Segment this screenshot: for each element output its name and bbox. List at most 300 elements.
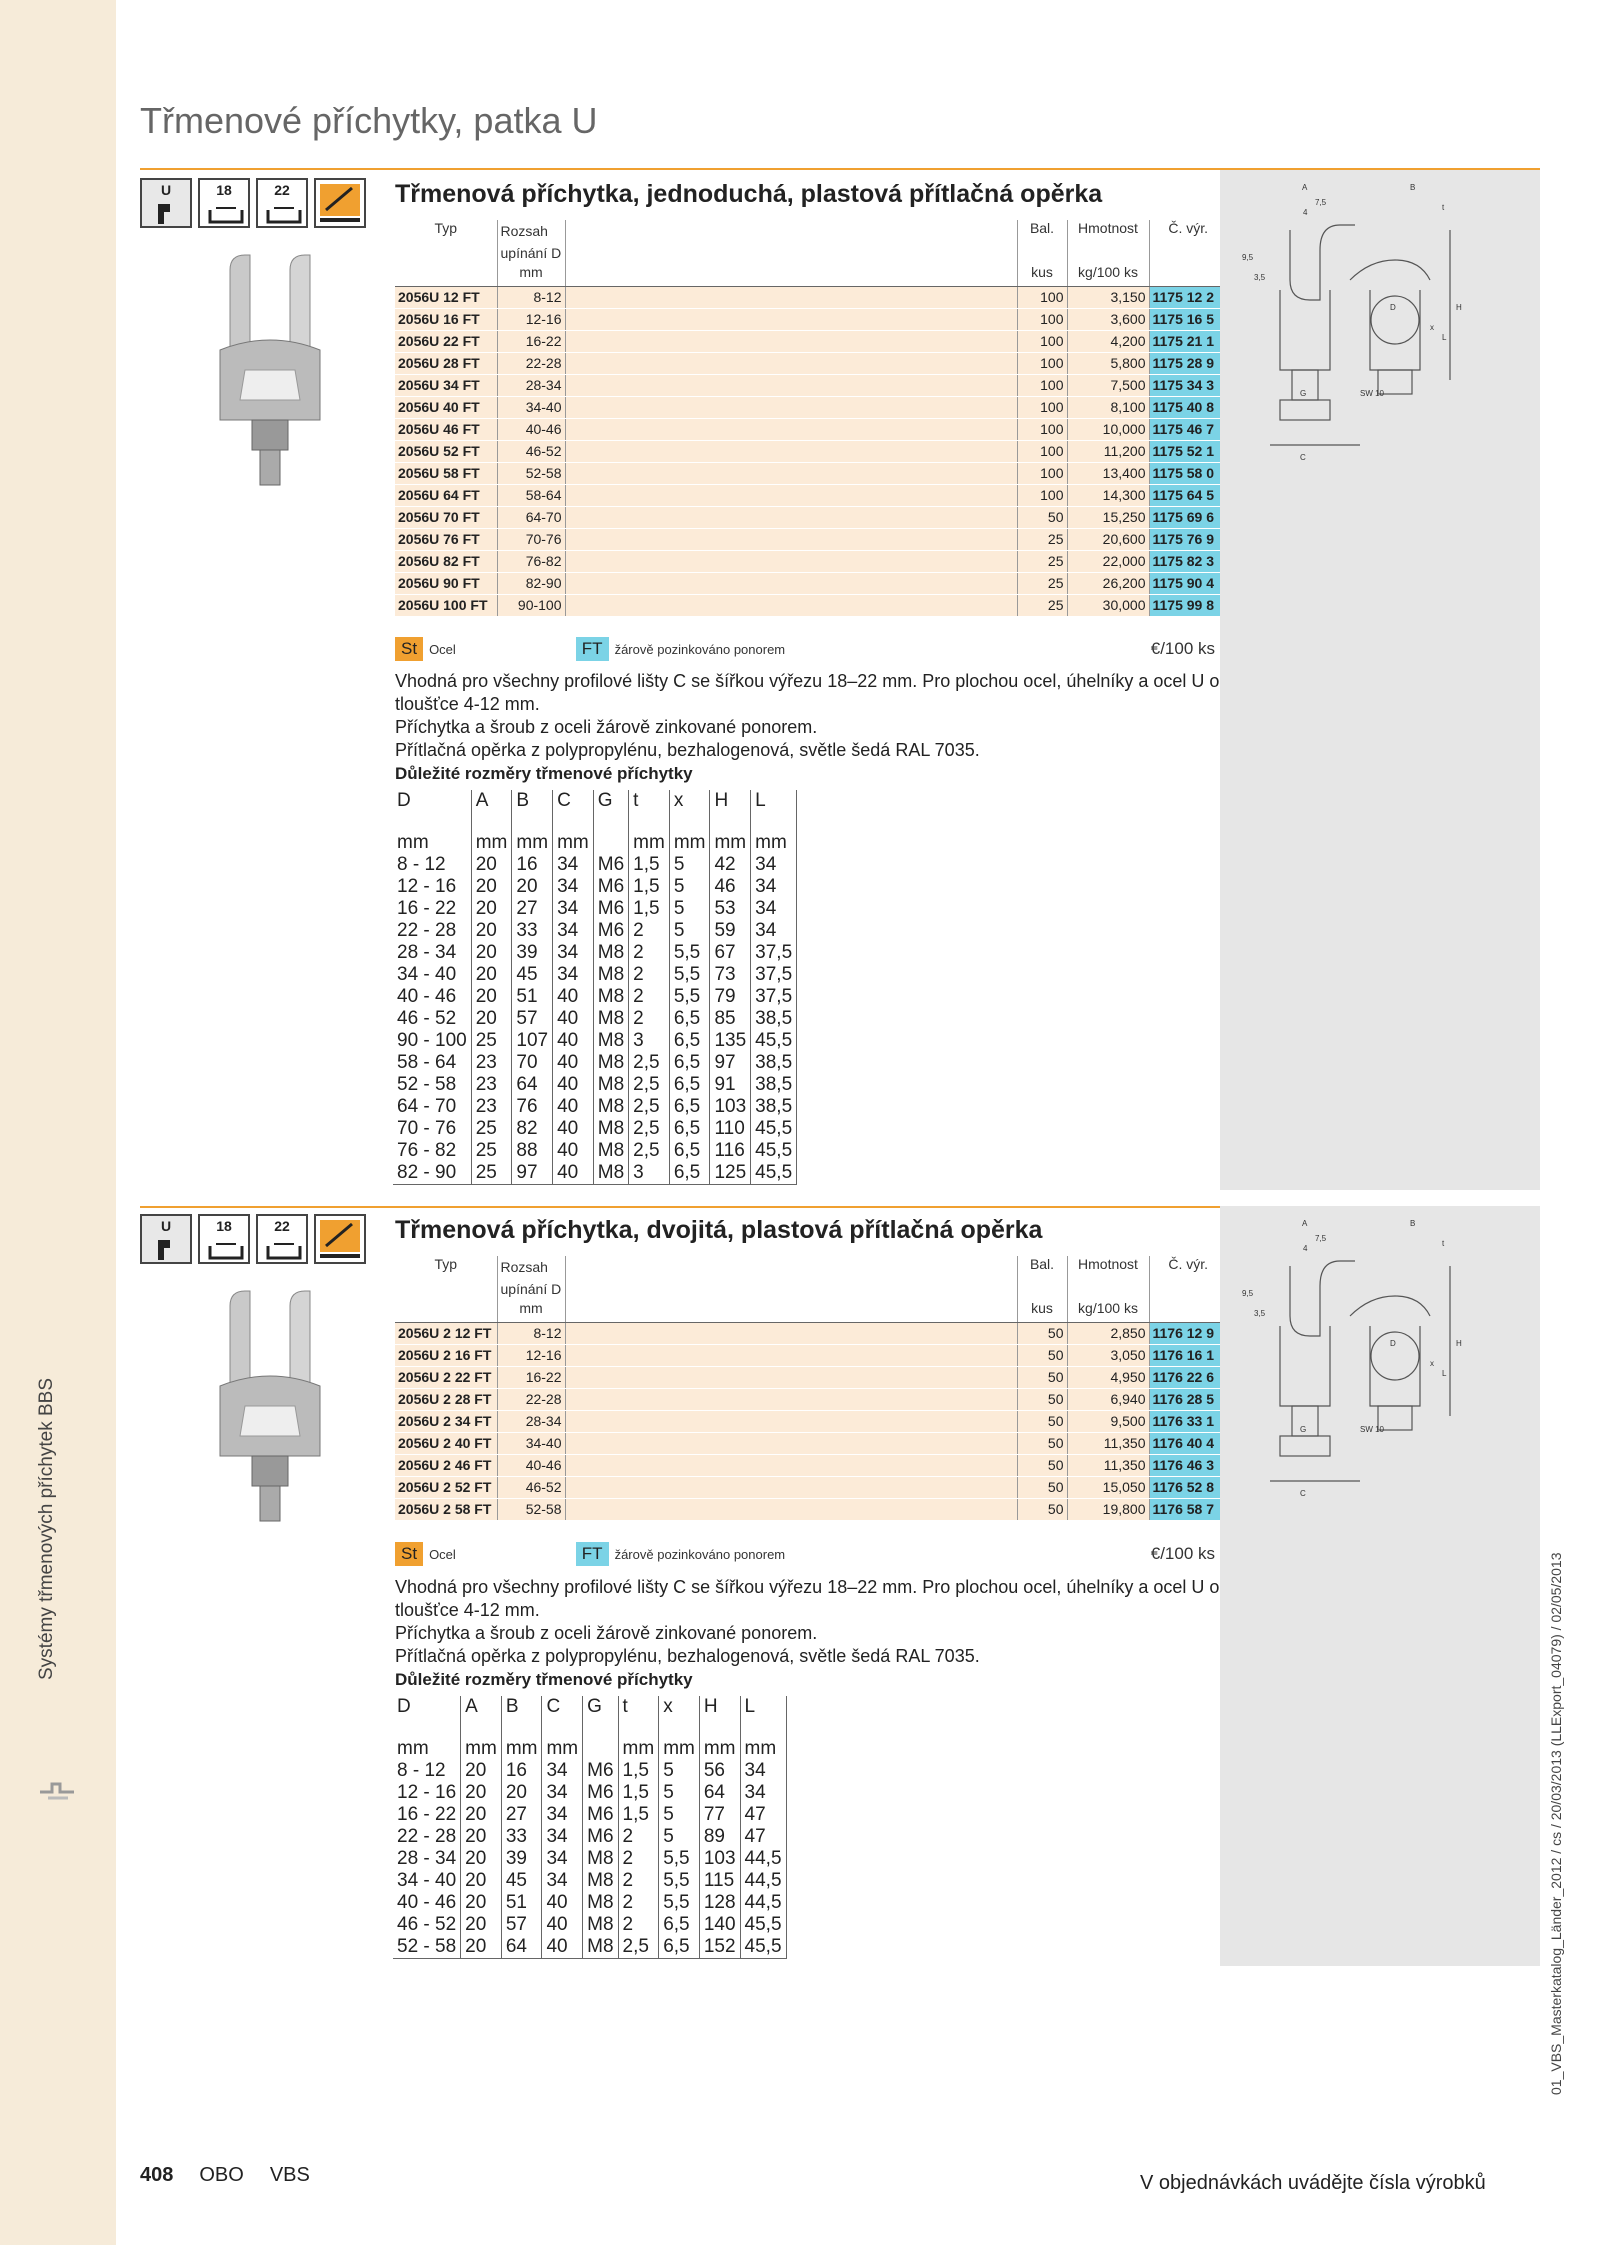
description bbox=[395, 670, 1235, 762]
dim-cell: 6,5 bbox=[669, 1074, 710, 1096]
dim-label-g: G bbox=[1300, 389, 1307, 398]
spacer-cell bbox=[565, 550, 1017, 572]
weight: 11,200 bbox=[1067, 440, 1149, 462]
clamp-range: 40-46 bbox=[497, 418, 565, 440]
dim-cell: M6 bbox=[593, 854, 628, 876]
product-row bbox=[395, 1498, 1227, 1520]
dim-cell: 47 bbox=[740, 1826, 786, 1848]
weight: 3,600 bbox=[1067, 308, 1149, 330]
dim-cell: 5 bbox=[659, 1782, 700, 1804]
product-row bbox=[395, 1476, 1227, 1498]
dim-label-d: D bbox=[1390, 303, 1396, 312]
dim-cell: 97 bbox=[512, 1162, 553, 1185]
dim-cell: 40 - 46 bbox=[393, 1892, 461, 1914]
spacer-cell bbox=[565, 1410, 1017, 1432]
spacer-cell bbox=[565, 440, 1017, 462]
dim-cell: 59 bbox=[710, 920, 751, 942]
description-line: Vhodná pro všechny profilové lišty C se šířkou výřezu 18–22 mm. Pro plochou ocel, úhelníky a ocel U o tloušťce 4-12 mm. bbox=[395, 671, 1220, 714]
article-number: 1175 21 1 bbox=[1149, 330, 1227, 352]
dim-cell: 34 bbox=[553, 942, 594, 964]
dim-cell: 25 bbox=[471, 1030, 512, 1052]
dim-unit: mm bbox=[751, 832, 797, 854]
dim-cell: 5,5 bbox=[659, 1870, 700, 1892]
dim-cell: M8 bbox=[593, 1162, 628, 1185]
dim-cell: 91 bbox=[710, 1074, 751, 1096]
dim-cell: M6 bbox=[593, 920, 628, 942]
dim-cell: 25 bbox=[471, 1162, 512, 1185]
product-row bbox=[395, 1344, 1227, 1366]
article-number: 1175 64 5 bbox=[1149, 484, 1227, 506]
price-unit: €/100 ks bbox=[1150, 639, 1215, 658]
dim-cell: 16 - 22 bbox=[393, 898, 471, 920]
dim-cell: 76 bbox=[512, 1096, 553, 1118]
dim-cell: 3 bbox=[629, 1162, 670, 1185]
pack-qty: 25 bbox=[1017, 572, 1067, 594]
pack-qty: 100 bbox=[1017, 462, 1067, 484]
dim-cell: M6 bbox=[593, 898, 628, 920]
st-tag: St bbox=[395, 1542, 423, 1566]
dim-cell: 115 bbox=[699, 1870, 740, 1892]
dim-cell: 5 bbox=[659, 1760, 700, 1782]
clamp-range: 58-64 bbox=[497, 484, 565, 506]
footer-note: V objednávkách uvádějte čísla výrobků bbox=[1140, 2172, 1486, 2194]
dim-cell: 1,5 bbox=[629, 876, 670, 898]
dim-header: G bbox=[583, 1696, 618, 1738]
dim-label-75: 7,5 bbox=[1315, 198, 1327, 207]
dim-cell: 47 bbox=[740, 1804, 786, 1826]
dimension-table bbox=[393, 790, 797, 1185]
article-number: 1176 12 9 bbox=[1149, 1322, 1227, 1344]
u-base-icon: U bbox=[140, 178, 192, 228]
weight: 7,500 bbox=[1067, 374, 1149, 396]
product-row bbox=[395, 572, 1227, 594]
article-number: 1175 52 1 bbox=[1149, 440, 1227, 462]
article-number: 1176 58 7 bbox=[1149, 1498, 1227, 1520]
dim-label-t: t bbox=[1442, 1239, 1445, 1248]
dim-cell: 37,5 bbox=[751, 964, 797, 986]
dim-cell: M8 bbox=[583, 1848, 618, 1870]
dim-header: x bbox=[659, 1696, 700, 1738]
product-type: 2056U 40 FT bbox=[395, 396, 497, 418]
dim-header: L bbox=[740, 1696, 786, 1738]
col-rozsah: Rozsah upínání D bbox=[497, 220, 565, 264]
weight: 3,150 bbox=[1067, 286, 1149, 308]
pack-qty: 25 bbox=[1017, 594, 1067, 616]
weight: 13,400 bbox=[1067, 462, 1149, 484]
product-type: 2056U 2 46 FT bbox=[395, 1454, 497, 1476]
product-type: 2056U 2 22 FT bbox=[395, 1366, 497, 1388]
dim-cell: M6 bbox=[593, 876, 628, 898]
dim-cell: 34 bbox=[542, 1870, 583, 1892]
dim-cell: 52 - 58 bbox=[393, 1074, 471, 1096]
dim-cell: 45,5 bbox=[740, 1936, 786, 1959]
article-number: 1176 33 1 bbox=[1149, 1410, 1227, 1432]
dim-cell: 20 bbox=[471, 854, 512, 876]
clamp-range: 8-12 bbox=[497, 286, 565, 308]
dim-cell: 25 bbox=[471, 1118, 512, 1140]
dim-label-x: x bbox=[1430, 323, 1434, 332]
article-number: 1175 46 7 bbox=[1149, 418, 1227, 440]
dim-cell: 37,5 bbox=[751, 986, 797, 1008]
dim-cell: 38,5 bbox=[751, 1096, 797, 1118]
spacer-cell bbox=[565, 572, 1017, 594]
dim-unit: mm bbox=[501, 1738, 542, 1760]
dim-label-4: 4 bbox=[1303, 1244, 1308, 1253]
dim-cell: 5 bbox=[669, 898, 710, 920]
product-row bbox=[395, 330, 1227, 352]
dim-cell: 20 bbox=[471, 964, 512, 986]
dim-cell: 34 bbox=[542, 1848, 583, 1870]
dim-cell: 34 bbox=[553, 964, 594, 986]
dim-cell: 140 bbox=[699, 1914, 740, 1936]
dim-cell: 40 bbox=[553, 986, 594, 1008]
dim-cell: 70 - 76 bbox=[393, 1118, 471, 1140]
unit-rozsah: mm bbox=[497, 1300, 565, 1322]
clamp-range: 22-28 bbox=[497, 352, 565, 374]
dim-cell: 2,5 bbox=[618, 1936, 659, 1959]
dim-row bbox=[393, 1074, 797, 1096]
dim-cell: M8 bbox=[593, 1074, 628, 1096]
dim-row bbox=[393, 942, 797, 964]
dim-label-4: 4 bbox=[1303, 208, 1308, 217]
dim-cell: 40 - 46 bbox=[393, 986, 471, 1008]
dim-cell: 5 bbox=[659, 1804, 700, 1826]
dim-cell: 39 bbox=[512, 942, 553, 964]
dim-cell: 5,5 bbox=[669, 964, 710, 986]
dim-cell: 5,5 bbox=[659, 1892, 700, 1914]
dim-cell: 152 bbox=[699, 1936, 740, 1959]
dim-cell: 28 - 34 bbox=[393, 942, 471, 964]
dim-cell: 38,5 bbox=[751, 1052, 797, 1074]
dim-label-l: L bbox=[1442, 1369, 1447, 1378]
weight: 10,000 bbox=[1067, 418, 1149, 440]
dim-cell: 6,5 bbox=[669, 1096, 710, 1118]
dim-cell: 64 bbox=[699, 1782, 740, 1804]
dim-cell: 28 - 34 bbox=[393, 1848, 461, 1870]
dim-unit: mm bbox=[629, 832, 670, 854]
product-row bbox=[395, 1366, 1227, 1388]
dim-label-h: H bbox=[1456, 303, 1462, 312]
weight: 11,350 bbox=[1067, 1454, 1149, 1476]
footer-left bbox=[140, 2164, 336, 2187]
dim-row bbox=[393, 1140, 797, 1162]
dim-cell: 64 - 70 bbox=[393, 1096, 471, 1118]
dim-label-sw: SW 10 bbox=[1360, 1425, 1385, 1434]
dim-cell: 5 bbox=[659, 1826, 700, 1848]
spacer-cell bbox=[565, 396, 1017, 418]
dim-cell: 20 bbox=[471, 876, 512, 898]
dim-cell: 2 bbox=[618, 1848, 659, 1870]
spacer-cell bbox=[565, 1388, 1017, 1410]
dim-cell: 64 bbox=[501, 1936, 542, 1959]
dim-row bbox=[393, 1848, 786, 1870]
clamp-range: 34-40 bbox=[497, 1432, 565, 1454]
dim-label-75: 7,5 bbox=[1315, 1234, 1327, 1243]
section-title: Třmenová příchytka, jednoduchá, plastová přítlačná opěrka bbox=[395, 180, 1103, 208]
spacer-cell bbox=[565, 506, 1017, 528]
dim-cell: 23 bbox=[471, 1052, 512, 1074]
dim-cell: 82 bbox=[512, 1118, 553, 1140]
dim-cell: 6,5 bbox=[659, 1914, 700, 1936]
dim-cell: 2,5 bbox=[629, 1074, 670, 1096]
dim-cell: 2 bbox=[618, 1826, 659, 1848]
product-row bbox=[395, 352, 1227, 374]
ft-label: žárově pozinkováno ponorem bbox=[614, 641, 786, 657]
material-legend bbox=[395, 637, 1215, 661]
article-number: 1175 58 0 bbox=[1149, 462, 1227, 484]
dim-header: L bbox=[751, 790, 797, 832]
dim-cell: 6,5 bbox=[669, 1140, 710, 1162]
brand: OBO bbox=[199, 2164, 244, 2186]
dim-label-95: 9,5 bbox=[1242, 253, 1254, 262]
clamp-range: 46-52 bbox=[497, 440, 565, 462]
clamp-range: 40-46 bbox=[497, 1454, 565, 1476]
product-type: 2056U 2 58 FT bbox=[395, 1498, 497, 1520]
dim-cell: 6,5 bbox=[669, 1030, 710, 1052]
spacer-cell bbox=[565, 1476, 1017, 1498]
dim-cell: M8 bbox=[593, 1118, 628, 1140]
clamp-range: 90-100 bbox=[497, 594, 565, 616]
dim-cell: 20 bbox=[461, 1804, 502, 1826]
dim-cell: 1,5 bbox=[618, 1782, 659, 1804]
dim-cell: 57 bbox=[512, 1008, 553, 1030]
weight: 30,000 bbox=[1067, 594, 1149, 616]
pack-qty: 100 bbox=[1017, 440, 1067, 462]
right-meta: 01_VBS_Masterkatalog_Länder_2012 / cs / 20/03/2013 (LLExport_04079) / 02/05/2013 bbox=[1548, 1552, 1564, 2095]
article-number: 1175 40 8 bbox=[1149, 396, 1227, 418]
weight: 2,850 bbox=[1067, 1322, 1149, 1344]
product-type: 2056U 64 FT bbox=[395, 484, 497, 506]
dim-cell: 34 bbox=[542, 1826, 583, 1848]
product-type: 2056U 2 16 FT bbox=[395, 1344, 497, 1366]
dim-cell: 89 bbox=[699, 1826, 740, 1848]
dim-cell: 34 bbox=[542, 1782, 583, 1804]
product-row bbox=[395, 418, 1227, 440]
spacer-cell bbox=[565, 330, 1017, 352]
dim-unit: mm bbox=[710, 832, 751, 854]
dim-label-t: t bbox=[1442, 203, 1445, 212]
dim-cell: 2,5 bbox=[629, 1118, 670, 1140]
dim-cell: M8 bbox=[583, 1936, 618, 1959]
dim-label-c: C bbox=[1300, 453, 1306, 462]
dim-cell: 34 - 40 bbox=[393, 964, 471, 986]
dim-cell: 45 bbox=[512, 964, 553, 986]
dim-row bbox=[393, 986, 797, 1008]
dim-row bbox=[393, 1914, 786, 1936]
product-section-single bbox=[140, 170, 1540, 1200]
dim-unit: mm bbox=[669, 832, 710, 854]
dim-cell: 58 - 64 bbox=[393, 1052, 471, 1074]
dim-cell: 34 bbox=[553, 920, 594, 942]
dim-cell: 20 bbox=[461, 1848, 502, 1870]
dim-cell: 5,5 bbox=[669, 986, 710, 1008]
product-table bbox=[395, 1256, 1228, 1521]
halogen-free-icon bbox=[314, 178, 366, 228]
dim-cell: 2 bbox=[618, 1870, 659, 1892]
col-rozsah: Rozsah upínání D bbox=[497, 1256, 565, 1300]
dim-cell: 45,5 bbox=[751, 1140, 797, 1162]
dim-cell: 22 - 28 bbox=[393, 1826, 461, 1848]
dim-cell: M6 bbox=[583, 1760, 618, 1782]
dim-cell: 37,5 bbox=[751, 942, 797, 964]
spacer-cell bbox=[565, 308, 1017, 330]
dim-cell: 23 bbox=[471, 1096, 512, 1118]
rail-18-icon: 18 bbox=[198, 178, 250, 228]
left-sidebar bbox=[0, 0, 116, 2245]
weight: 22,000 bbox=[1067, 550, 1149, 572]
col-typ: Typ bbox=[395, 220, 497, 264]
spacer-cell bbox=[565, 528, 1017, 550]
spacer-cell bbox=[565, 1498, 1017, 1520]
article-number: 1175 90 4 bbox=[1149, 572, 1227, 594]
dim-unit: mm bbox=[659, 1738, 700, 1760]
dim-cell: 34 bbox=[542, 1760, 583, 1782]
dim-cell: 44,5 bbox=[740, 1848, 786, 1870]
weight: 15,250 bbox=[1067, 506, 1149, 528]
dim-cell: 34 bbox=[740, 1760, 786, 1782]
dim-cell: M8 bbox=[593, 964, 628, 986]
product-type: 2056U 52 FT bbox=[395, 440, 497, 462]
dim-unit: mm bbox=[542, 1738, 583, 1760]
dim-cell: 2,5 bbox=[629, 1140, 670, 1162]
dim-header: A bbox=[461, 1696, 502, 1738]
dim-cell: 82 - 90 bbox=[393, 1162, 471, 1185]
product-type: 2056U 2 52 FT bbox=[395, 1476, 497, 1498]
pack-qty: 100 bbox=[1017, 396, 1067, 418]
weight: 20,600 bbox=[1067, 528, 1149, 550]
dim-cell: 6,5 bbox=[669, 1008, 710, 1030]
dim-cell: 20 bbox=[461, 1760, 502, 1782]
article-number: 1175 69 6 bbox=[1149, 506, 1227, 528]
dim-label-a: A bbox=[1302, 1219, 1308, 1228]
dim-header: A bbox=[471, 790, 512, 832]
dim-cell: 20 bbox=[471, 920, 512, 942]
article-number: 1176 40 4 bbox=[1149, 1432, 1227, 1454]
rail-22-icon: 22 bbox=[256, 178, 308, 228]
dim-cell: 6,5 bbox=[669, 1052, 710, 1074]
dim-cell: 1,5 bbox=[618, 1804, 659, 1826]
dim-cell: 34 bbox=[751, 876, 797, 898]
spacer-cell bbox=[565, 418, 1017, 440]
dim-cell: M8 bbox=[593, 986, 628, 1008]
article-number: 1175 76 9 bbox=[1149, 528, 1227, 550]
clamp-range: 22-28 bbox=[497, 1388, 565, 1410]
dim-label-g: G bbox=[1300, 1425, 1307, 1434]
dim-cell: 44,5 bbox=[740, 1892, 786, 1914]
dim-header: C bbox=[542, 1696, 583, 1738]
dim-cell: 20 bbox=[461, 1892, 502, 1914]
product-row bbox=[395, 462, 1227, 484]
product-section-double bbox=[140, 1206, 1540, 1966]
col-hmotnost: Hmotnost bbox=[1067, 1256, 1149, 1300]
dim-header: H bbox=[699, 1696, 740, 1738]
dim-cell: 20 bbox=[461, 1936, 502, 1959]
feature-icons bbox=[140, 178, 366, 230]
dim-cell: 53 bbox=[710, 898, 751, 920]
dim-cell: 2 bbox=[629, 920, 670, 942]
pack-qty: 50 bbox=[1017, 1498, 1067, 1520]
dim-cell: 88 bbox=[512, 1140, 553, 1162]
clip-double-image bbox=[190, 1286, 350, 1536]
product-type: 2056U 46 FT bbox=[395, 418, 497, 440]
col-cvyr: Č. výr. bbox=[1168, 1256, 1209, 1272]
st-label: Ocel bbox=[429, 641, 456, 657]
dim-cell: 2 bbox=[629, 942, 670, 964]
dim-header: t bbox=[618, 1696, 659, 1738]
dim-cell: 6,5 bbox=[669, 1162, 710, 1185]
clamp-range: 28-34 bbox=[497, 1410, 565, 1432]
dim-cell: 33 bbox=[501, 1826, 542, 1848]
dimension-drawing bbox=[1220, 170, 1540, 1190]
dim-unit: mm bbox=[699, 1738, 740, 1760]
dim-cell: M8 bbox=[593, 1096, 628, 1118]
clamp-range: 8-12 bbox=[497, 1322, 565, 1344]
dim-header: G bbox=[593, 790, 628, 832]
dim-header: D bbox=[393, 790, 471, 832]
dim-cell: M8 bbox=[583, 1892, 618, 1914]
dim-cell: 16 bbox=[501, 1760, 542, 1782]
dim-unit: mm bbox=[393, 1738, 461, 1760]
product-row bbox=[395, 440, 1227, 462]
pack-qty: 100 bbox=[1017, 418, 1067, 440]
dim-cell: 110 bbox=[710, 1118, 751, 1140]
dim-row bbox=[393, 898, 797, 920]
dim-label-35: 3,5 bbox=[1254, 1309, 1266, 1318]
product-row bbox=[395, 594, 1227, 616]
dim-label-sw: SW 10 bbox=[1360, 389, 1385, 398]
dim-cell: 46 - 52 bbox=[393, 1914, 461, 1936]
ft-tag: FT bbox=[576, 637, 609, 661]
dim-cell: M6 bbox=[583, 1804, 618, 1826]
dim-cell: M8 bbox=[593, 1008, 628, 1030]
dim-row bbox=[393, 854, 797, 876]
article-number: 1176 16 1 bbox=[1149, 1344, 1227, 1366]
weight: 9,500 bbox=[1067, 1410, 1149, 1432]
rail-22-icon: 22 bbox=[256, 1214, 308, 1264]
dim-cell: 38,5 bbox=[751, 1074, 797, 1096]
dim-cell: 103 bbox=[699, 1848, 740, 1870]
dim-cell: 46 bbox=[710, 876, 751, 898]
article-number: 1175 16 5 bbox=[1149, 308, 1227, 330]
clamp-range: 28-34 bbox=[497, 374, 565, 396]
dim-header: x bbox=[669, 790, 710, 832]
spacer-cell bbox=[565, 374, 1017, 396]
dim-cell: 40 bbox=[553, 1030, 594, 1052]
pack-qty: 100 bbox=[1017, 308, 1067, 330]
dim-cell: M6 bbox=[583, 1782, 618, 1804]
spacer-cell bbox=[565, 594, 1017, 616]
dim-cell: M8 bbox=[593, 1140, 628, 1162]
dim-cell: 20 bbox=[471, 942, 512, 964]
unit-bal: kus bbox=[1017, 1300, 1067, 1322]
dim-cell: 40 bbox=[553, 1008, 594, 1030]
product-row bbox=[395, 308, 1227, 330]
dim-cell: 2 bbox=[629, 964, 670, 986]
dim-cell: 2 bbox=[629, 1008, 670, 1030]
dim-header: D bbox=[393, 1696, 461, 1738]
dim-row bbox=[393, 1782, 786, 1804]
dim-header: H bbox=[710, 790, 751, 832]
dim-cell: 40 bbox=[553, 1074, 594, 1096]
product-row bbox=[395, 1388, 1227, 1410]
clamp-range: 52-58 bbox=[497, 1498, 565, 1520]
dim-cell: 27 bbox=[512, 898, 553, 920]
dim-cell: 52 - 58 bbox=[393, 1936, 461, 1959]
weight: 8,100 bbox=[1067, 396, 1149, 418]
dim-label-a: A bbox=[1302, 183, 1308, 192]
dim-title: Důležité rozměry třmenové příchytky bbox=[395, 764, 693, 783]
pack-qty: 100 bbox=[1017, 286, 1067, 308]
